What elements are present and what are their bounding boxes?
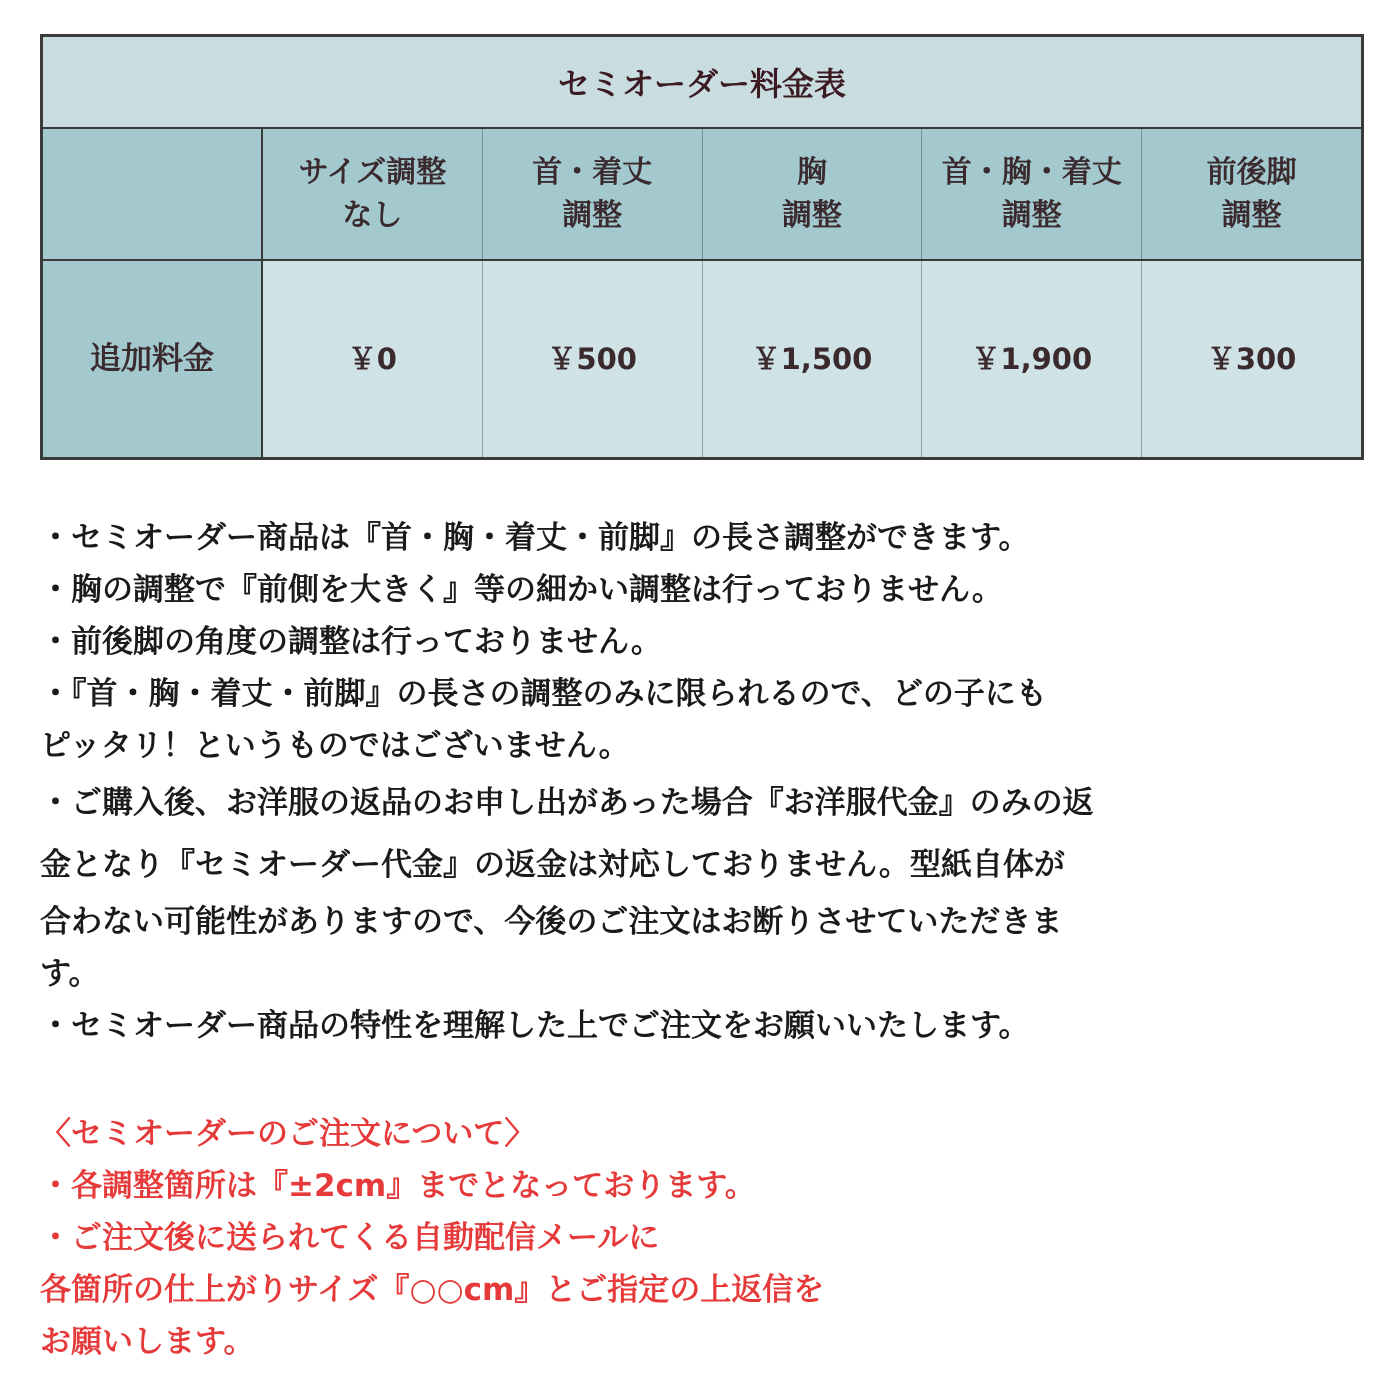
note-line: ・胸の調整で『前側を大きく』等の細かい調整は行っておりません。 <box>40 572 1003 608</box>
price-cell-legs: ￥300 <box>1142 261 1361 457</box>
note-line: ・『首・胸・着丈・前脚』の長さの調整のみに限られるので、どの子にも <box>40 676 1047 712</box>
note-line: ・ご購入後、お洋服の返品のお申し出があった場合『お洋服代金』のみの返 <box>40 785 1094 821</box>
price-cell-chest: ￥1,500 <box>703 261 923 457</box>
note-line: す。 <box>40 956 100 992</box>
note-line: ・セミオーダー商品は『首・胸・着丈・前脚』の長さ調整ができます。 <box>40 520 1030 556</box>
column-header-no-adjust: サイズ調整 なし <box>263 129 483 259</box>
note-line: 合わない可能性がありますので、今後のご注文はお断りさせていただきま <box>40 904 1063 940</box>
table-corner-cell <box>43 129 263 259</box>
column-header-neck-length: 首・着丈 調整 <box>483 129 703 259</box>
row-label-additional-fee: 追加料金 <box>43 261 263 457</box>
notes-section <box>40 512 1360 1052</box>
price-cell-neck-chest-length: ￥1,900 <box>922 261 1142 457</box>
order-note-line: お願いします。 <box>40 1324 255 1360</box>
note-line: ・セミオーダー商品の特性を理解した上でご注文をお願いいたします。 <box>40 1008 1030 1044</box>
order-notes-section <box>40 1108 1360 1368</box>
table-title: セミオーダー料金表 <box>43 37 1361 129</box>
order-note-line: ・各調整箇所は『±2cm』までとなっております。 <box>40 1168 756 1204</box>
order-notes-heading: 〈セミオーダーのご注文について〉 <box>40 1116 536 1152</box>
column-header-chest: 胸 調整 <box>703 129 923 259</box>
price-cell-neck-length: ￥500 <box>483 261 703 457</box>
price-cell-no-adjust: ￥0 <box>263 261 483 457</box>
column-header-neck-chest-length: 首・胸・着丈 調整 <box>922 129 1142 259</box>
note-line: ピッタリ！というものではございません。 <box>40 728 630 764</box>
note-line: 金となり『セミオーダー代金』の返金は対応しておりません。型紙自体が <box>40 847 1065 883</box>
note-line: ・前後脚の角度の調整は行っておりません。 <box>40 624 662 660</box>
table-header-row <box>43 129 1361 261</box>
order-note-line: 各箇所の仕上がりサイズ『○○cm』とご指定の上返信を <box>40 1272 825 1308</box>
price-table <box>40 34 1364 460</box>
order-note-line: ・ご注文後に送られてくる自動配信メールに <box>40 1220 660 1256</box>
column-header-legs: 前後脚 調整 <box>1142 129 1361 259</box>
table-price-row <box>43 261 1361 457</box>
